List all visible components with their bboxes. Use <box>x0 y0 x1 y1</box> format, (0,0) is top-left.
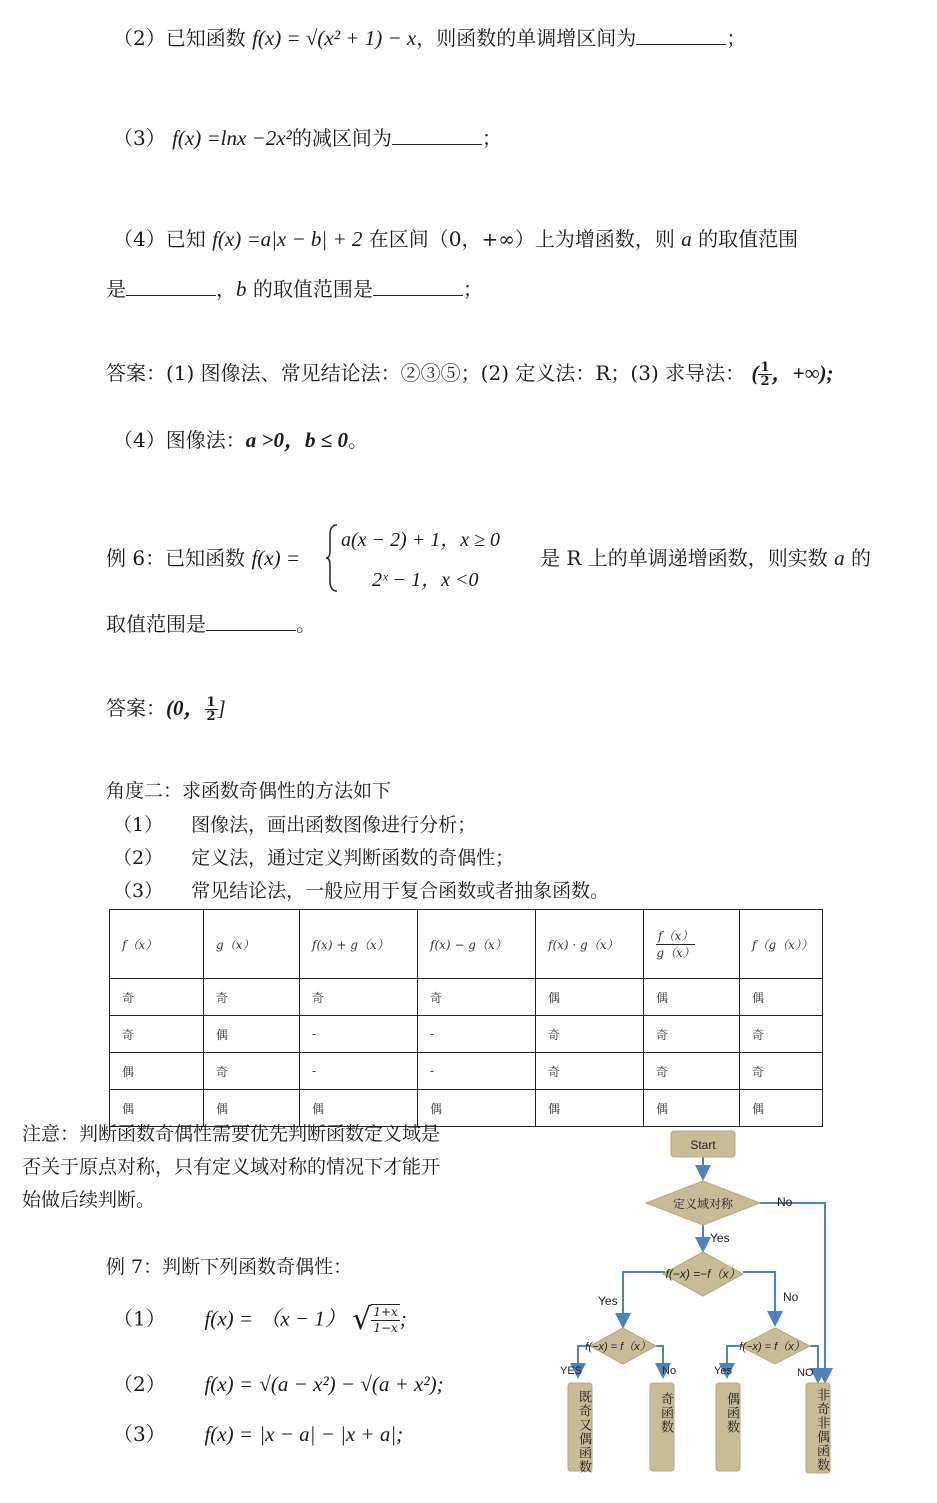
item-number: （2） <box>113 1372 166 1396</box>
table-cell: 偶 <box>110 1053 204 1090</box>
table-cell: 奇 <box>740 1053 823 1090</box>
answer-formula: a >0，b ≤ 0 <box>245 428 348 452</box>
edge-label-no: NO <box>797 1367 814 1379</box>
note-line: 注意：判断函数奇偶性需要优先判断函数定义域是 <box>22 1123 441 1145</box>
table-cell: 偶 <box>644 979 740 1016</box>
punctuation: ; <box>396 1422 404 1446</box>
answer-text: （4）图像法： <box>113 428 246 452</box>
table-cell: 奇 <box>644 1016 740 1053</box>
answer-blank <box>373 275 463 296</box>
table-header-cell <box>644 910 740 979</box>
table-cell: 奇 <box>110 1016 204 1053</box>
fraction-denominator: 2 <box>760 374 770 389</box>
table-cell: 偶 <box>204 1090 300 1127</box>
note-line: 否关于原点对称，只有定义域对称的情况下才能开 <box>22 1156 441 1178</box>
start-label: Start <box>690 1138 716 1152</box>
example-7-item-1 <box>113 1304 407 1336</box>
fraction-denominator: 2 <box>206 709 216 724</box>
table-cell: - <box>418 1053 536 1090</box>
punctuation: ; <box>436 1372 444 1396</box>
formula-part: √(a − x²) − √(a + x²) <box>259 1372 437 1396</box>
edge-label-yes: Yes <box>714 1365 732 1377</box>
outcome-both-label: 既奇又偶函数 <box>576 1390 591 1474</box>
table-header-cell: f(x) · g（x） <box>536 910 644 979</box>
header-fraction <box>656 928 695 961</box>
table-cell: 偶 <box>110 1090 204 1127</box>
edge-label-no: No <box>777 1195 793 1209</box>
fraction <box>371 1304 399 1336</box>
formula-part: |x − a| − |x + a| <box>259 1422 397 1446</box>
fraction <box>205 696 218 723</box>
table-cell: 奇 <box>536 1016 644 1053</box>
table-cell: 偶 <box>644 1090 740 1127</box>
punctuation: ； <box>462 277 483 301</box>
fraction-numerator: 1+x <box>373 1305 398 1319</box>
answer-line-1 <box>106 359 833 388</box>
punctuation: 。 <box>347 428 368 452</box>
answer-blank <box>206 610 296 631</box>
problem-3 <box>113 124 502 152</box>
problem-formula: f(x) =lnx −2x² <box>172 126 292 150</box>
problem-number: （4） <box>113 227 166 251</box>
outcome-even-label: 偶函数 <box>724 1392 739 1434</box>
problem-text: 的取值范围是 <box>252 277 373 301</box>
problem-4-line2 <box>106 275 483 303</box>
fraction-numerator: f（x） <box>658 928 694 943</box>
variable: a <box>681 227 692 251</box>
table-header-cell: f（g（x）） <box>740 910 823 979</box>
punctuation: ; <box>399 1306 407 1331</box>
table-cell: 偶 <box>740 1090 823 1127</box>
example-text: 取值范围是 <box>106 612 206 636</box>
outcome-odd-label: 奇函数 <box>658 1392 673 1434</box>
odd-condition: f(−x) =−f（x） <box>665 1267 741 1281</box>
table-cell: 偶 <box>740 979 823 1016</box>
example-text: 是 R 上的单调递增函数，则实数 <box>540 546 828 570</box>
problem-2 <box>113 24 746 52</box>
table-cell: 偶 <box>536 979 644 1016</box>
answer-text: 答案： <box>106 696 166 720</box>
problem-text: 的取值范围 <box>698 227 799 251</box>
table-cell: 奇 <box>740 1016 823 1053</box>
problem-text: 已知函数 <box>165 26 246 50</box>
example-6-label <box>106 544 300 572</box>
answer-6 <box>106 694 226 723</box>
function-name: f(x) = <box>204 1372 254 1396</box>
sqrt-sign: √ <box>352 1302 372 1337</box>
example-7-item-2 <box>113 1370 444 1398</box>
table-cell: - <box>300 1053 418 1090</box>
fraction-numerator: 1 <box>206 695 216 710</box>
even-condition-right: f(−x) = f（x） <box>739 1341 805 1353</box>
edge-label-no: No <box>783 1290 799 1304</box>
item-number: （1） <box>113 1306 166 1331</box>
answer-blank <box>126 275 216 296</box>
example-7-item-3 <box>113 1420 403 1448</box>
answer-blank <box>392 124 482 145</box>
problem-text: 在区间（0，+∞）上为增函数，则 <box>368 227 675 251</box>
fraction-denominator: g（x） <box>656 945 695 960</box>
method-number: （1） <box>113 814 164 836</box>
variable: a <box>834 546 845 570</box>
piecewise-brace <box>325 523 339 593</box>
table-cell: 奇 <box>204 979 300 1016</box>
table-header-cell: f(x) − g（x） <box>418 910 536 979</box>
fraction-numerator: 1 <box>760 360 770 375</box>
table-row <box>110 1053 823 1090</box>
table-cell: 奇 <box>536 1053 644 1090</box>
fraction-denominator: 1−x <box>373 1321 398 1335</box>
interval-bracket: (0， <box>166 696 205 720</box>
problem-number: （2） <box>113 26 166 50</box>
table-header-cell: g（x） <box>204 910 300 979</box>
function-name: f(x) = <box>251 546 301 570</box>
table-cell: 奇 <box>644 1053 740 1090</box>
method-item <box>113 812 476 838</box>
method-text: 常见结论法，一般应用于复合函数或者抽象函数。 <box>191 880 610 902</box>
interval-bracket: ( <box>751 361 759 385</box>
function-name: f(x) = <box>204 1422 254 1446</box>
problem-text: 是 <box>106 277 126 301</box>
problem-text: ，则函数的单调增区间为 <box>416 26 637 50</box>
table-row <box>110 1016 823 1053</box>
edge-label-yes: Yes <box>710 1231 730 1245</box>
interval-rest: ，+∞); <box>771 361 834 385</box>
section-title: 角度二：求函数奇偶性的方法如下 <box>106 780 392 802</box>
example-6-line2 <box>106 610 316 638</box>
punctuation: ； <box>726 26 747 50</box>
example-text: 的 <box>851 546 871 570</box>
formula-part: （x − 1） <box>259 1306 346 1331</box>
table-cell: 奇 <box>204 1053 300 1090</box>
table-header-cell: f(x) + g（x） <box>300 910 418 979</box>
interval-bracket: ] <box>217 696 226 720</box>
method-number: （3） <box>113 880 164 902</box>
even-condition-left: f(−x) = f（x） <box>585 1341 651 1353</box>
table-cell: 奇 <box>110 979 204 1016</box>
answer-line-2 <box>113 426 368 454</box>
answer-text: 答案：(1) 图像法、常见结论法：②③⑤；(2) 定义法：R；(3) 求导法： <box>106 361 746 385</box>
function-name: f(x) = <box>204 1306 254 1331</box>
table-cell: 偶 <box>418 1090 536 1127</box>
table-header-cell: f（x） <box>110 910 204 979</box>
method-item <box>113 845 514 871</box>
method-number: （2） <box>113 847 164 869</box>
method-text: 图像法，画出函数图像进行分析； <box>191 814 477 836</box>
piecewise-case-2: 2ˣ − 1，x <0 <box>372 569 479 591</box>
item-number: （3） <box>113 1422 166 1446</box>
example-6-tail <box>540 544 871 572</box>
table-header-row <box>110 910 823 979</box>
piecewise-case-1: a(x − 2) + 1，x ≥ 0 <box>341 529 501 551</box>
note-line: 始做后续判断。 <box>22 1189 156 1211</box>
outcome-neither-label: 非奇非偶函数 <box>814 1388 829 1472</box>
example-7-title: 例 7：判断下列函数奇偶性： <box>106 1256 353 1278</box>
variable: b <box>236 277 247 301</box>
problem-number: （3） <box>113 126 166 150</box>
edge-label-yes: Yes <box>598 1294 618 1308</box>
table-cell: 偶 <box>536 1090 644 1127</box>
table-cell: 奇 <box>418 979 536 1016</box>
example-text: 例 6：已知函数 <box>106 546 246 570</box>
edge-label-no: No <box>662 1365 677 1377</box>
table-cell: 奇 <box>300 979 418 1016</box>
table-cell: - <box>300 1016 418 1053</box>
table-cell: - <box>418 1016 536 1053</box>
table-cell: 偶 <box>300 1090 418 1127</box>
table-row <box>110 979 823 1016</box>
problem-text: 的减区间为 <box>291 126 392 150</box>
parity-table <box>109 909 823 1127</box>
domain-label: 定义域对称 <box>672 1197 734 1211</box>
problem-formula: f(x) =a|x − b| + 2 <box>212 227 363 251</box>
problem-formula: f(x) = √(x² + 1) − x <box>252 26 417 50</box>
punctuation: 。 <box>296 612 316 636</box>
problem-4 <box>113 225 798 253</box>
punctuation: ， <box>216 277 236 301</box>
edge-label-yes: YES <box>560 1365 583 1377</box>
table-cell: 偶 <box>204 1016 300 1053</box>
fraction <box>758 361 771 388</box>
method-item <box>113 878 609 904</box>
answer-blank <box>636 24 726 45</box>
punctuation: ； <box>481 126 502 150</box>
method-text: 定义法，通过定义判断函数的奇偶性； <box>191 847 515 869</box>
problem-text: 已知 <box>165 227 206 251</box>
